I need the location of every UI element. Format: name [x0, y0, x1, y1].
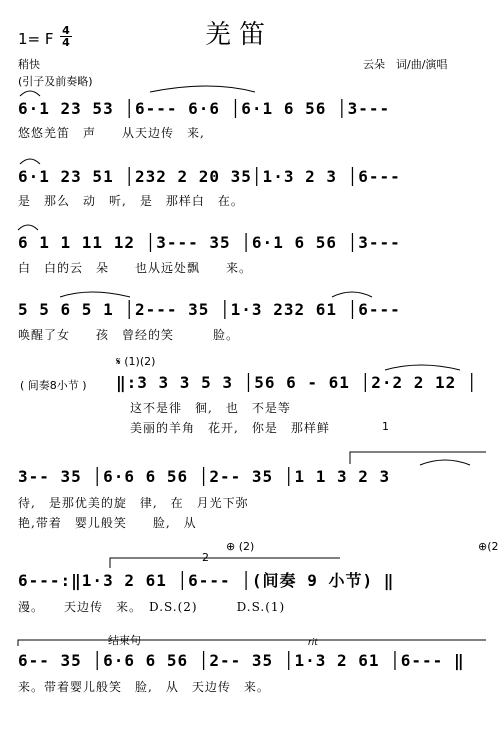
score-line-6: 3-- 35 │6·6 6 56 │2-- 35 │1 1 3 2 3	[18, 467, 391, 486]
ritardando-mark: rit	[308, 638, 318, 648]
slur	[332, 292, 372, 297]
coda-icon: ⊕	[226, 540, 236, 553]
score-line-8: 6-- 35 │6·6 6 56 │2-- 35 │1·3 2 61 │6--- ‖	[18, 651, 465, 670]
score-line-7: 6---:‖1·3 2 61 │6--- │(间奏 9 小节) ‖	[18, 571, 395, 590]
volta-1-bracket	[350, 452, 486, 464]
volta-1-label: 1	[382, 420, 389, 433]
score-line-4: 5 5 6 5 1 │2--- 35 │1·3 232 61 │6---	[18, 300, 401, 319]
score-line-5: ‖:3 3 3 5 3 │56 6 - 61 │2·2 2 12 │	[116, 373, 478, 392]
segno-icon: 𝄋	[116, 355, 121, 368]
tempo-marking: 稍快	[18, 58, 40, 71]
slur	[18, 225, 38, 230]
lyrics-line-4: 唤醒了女 孩 曾经的笑 脸。	[18, 328, 240, 342]
interlude-note: ( 间奏8小节 )	[20, 379, 87, 392]
lyrics-line-5-verse-2: 美丽的羊角 花开, 你是 那样鲜	[130, 421, 330, 435]
ending-label: 结束句	[108, 634, 141, 647]
lyrics-line-8: 来。带着婴儿般笑 脸, 从 天边传 来。	[18, 680, 270, 694]
volta-2-bracket	[110, 558, 340, 568]
lyrics-line-5: 这不是徘 徊, 也 不是等	[130, 401, 291, 415]
segno-number: (1)(2)	[124, 355, 156, 368]
coda-number-right: (2	[487, 540, 499, 553]
lyrics-line-6: 待, 是那优美的旋 律, 在 月光下弥	[18, 496, 249, 510]
song-credit: 云朵 词/曲/演唱	[363, 58, 448, 71]
intro-note: (引子及前奏略)	[18, 75, 93, 88]
volta-2-label: 2	[202, 551, 209, 564]
lyrics-line-6-verse-2: 艳,带着 婴儿般笑 脸, 从	[18, 516, 197, 530]
key-signature: 1= F	[18, 30, 54, 48]
slur	[60, 292, 130, 297]
score-line-1: 6·1 23 53 │6--- 6·6 │6·1 6 56 │3---	[18, 99, 391, 118]
score-line-2: 6·1 23 51 │232 2 20 35│1·3 2 3 │6---	[18, 167, 401, 186]
lyrics-line-2: 是 那么 动 听, 是 那样白 在。	[18, 194, 244, 208]
slur	[385, 365, 460, 370]
score-line-3: 6 1 1 11 12 │3--- 35 │6·1 6 56 │3---	[18, 233, 401, 252]
ending-bracket	[18, 640, 486, 646]
song-title: 羌笛	[205, 20, 274, 50]
slur	[420, 460, 470, 465]
slur	[20, 91, 40, 96]
time-signature-bottom: 4	[62, 36, 70, 49]
lyrics-line-1: 悠悠羌笛 声 从天边传 来,	[18, 126, 205, 140]
coda-number: (2)	[238, 540, 255, 553]
slur	[20, 159, 40, 164]
time-signature-top: 4	[62, 24, 70, 37]
lyrics-line-3: 白 白的云 朵 也从远处飘 来。	[18, 261, 253, 275]
coda-icon-right: ⊕	[478, 540, 488, 553]
lyrics-line-7: 漫。 天边传 来。 D.S.(2) D.S.(1)	[18, 600, 286, 614]
slur	[150, 86, 255, 92]
